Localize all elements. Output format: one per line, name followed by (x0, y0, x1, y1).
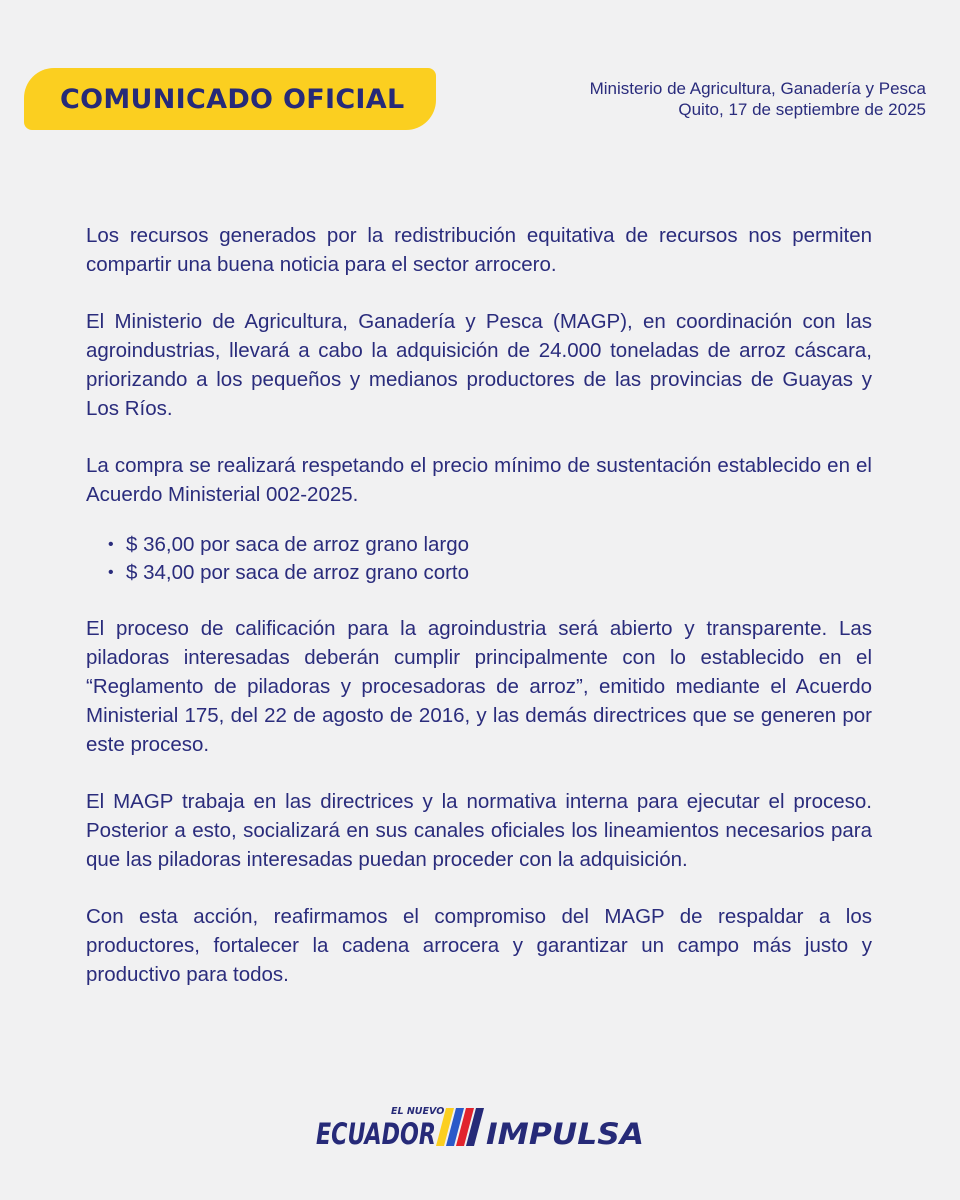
price-item-long-grain: • $ 36,00 por saca de arroz grano largo (108, 531, 872, 559)
paragraph-commitment: Con esta acción, reafirmamos el compromiso del MAGP de respaldar a los productores, fortalecer la cadena arrocera y garantizar un campo más justo y productivo para todos. (86, 905, 872, 986)
ministry-name: Ministerio de Agricultura, Ganadería y Pesca (589, 79, 926, 98)
el-nuevo-ecuador-impulsa-logo (314, 1100, 654, 1152)
price-list (108, 531, 872, 587)
paragraph-qualification: El proceso de calificación para la agroindustria será abierto y transparente. Las piladoras interesadas deberán cumplir principalmente con lo establecido en el “Reglamento de piladoras y procesadoras de arroz”, emitido mediante el Acuerdo Ministerial 175, del 22 de agosto de 2016, y las demás directrices que se generen por este proceso. (86, 617, 872, 756)
place-date: Quito, 17 de septiembre de 2025 (678, 100, 926, 119)
header-info (590, 78, 926, 120)
logo-impulsa-text: IMPULSA (486, 1117, 644, 1151)
logo-small-text: EL NUEVO (391, 1106, 445, 1117)
paragraph-acquisition: El Ministerio de Agricultura, Ganadería y Pesca (MAGP), en coordinación con las agroindustrias, llevará a cabo la adquisición de 24.000 toneladas de arroz cáscara, priorizando a los pequeños y medianos productores de las provincias de Guayas y Los Ríos. (86, 310, 872, 420)
paragraph-intro: Los recursos generados por la redistribución equitativa de recursos nos permiten compartir una buena noticia para el sector arrocero. (86, 224, 872, 276)
price-item-short-grain: • $ 34,00 por saca de arroz grano corto (108, 559, 872, 587)
communique-body (86, 221, 872, 1017)
comunicado-badge (24, 68, 436, 130)
paragraph-price: La compra se realizará respetando el precio mínimo de sustentación establecido en el Acuerdo Ministerial 002-2025. (86, 454, 872, 506)
paragraph-process: El MAGP trabaja en las directrices y la normativa interna para ejecutar el proceso. Posterior a esto, socializará en sus canales oficiales los lineamientos necesarios para que las piladoras interesadas puedan proceder con la adquisición. (86, 790, 872, 871)
badge-title: COMUNICADO OFICIAL (60, 83, 405, 115)
logo-ecuador-text: ECUADOR (316, 1117, 436, 1151)
